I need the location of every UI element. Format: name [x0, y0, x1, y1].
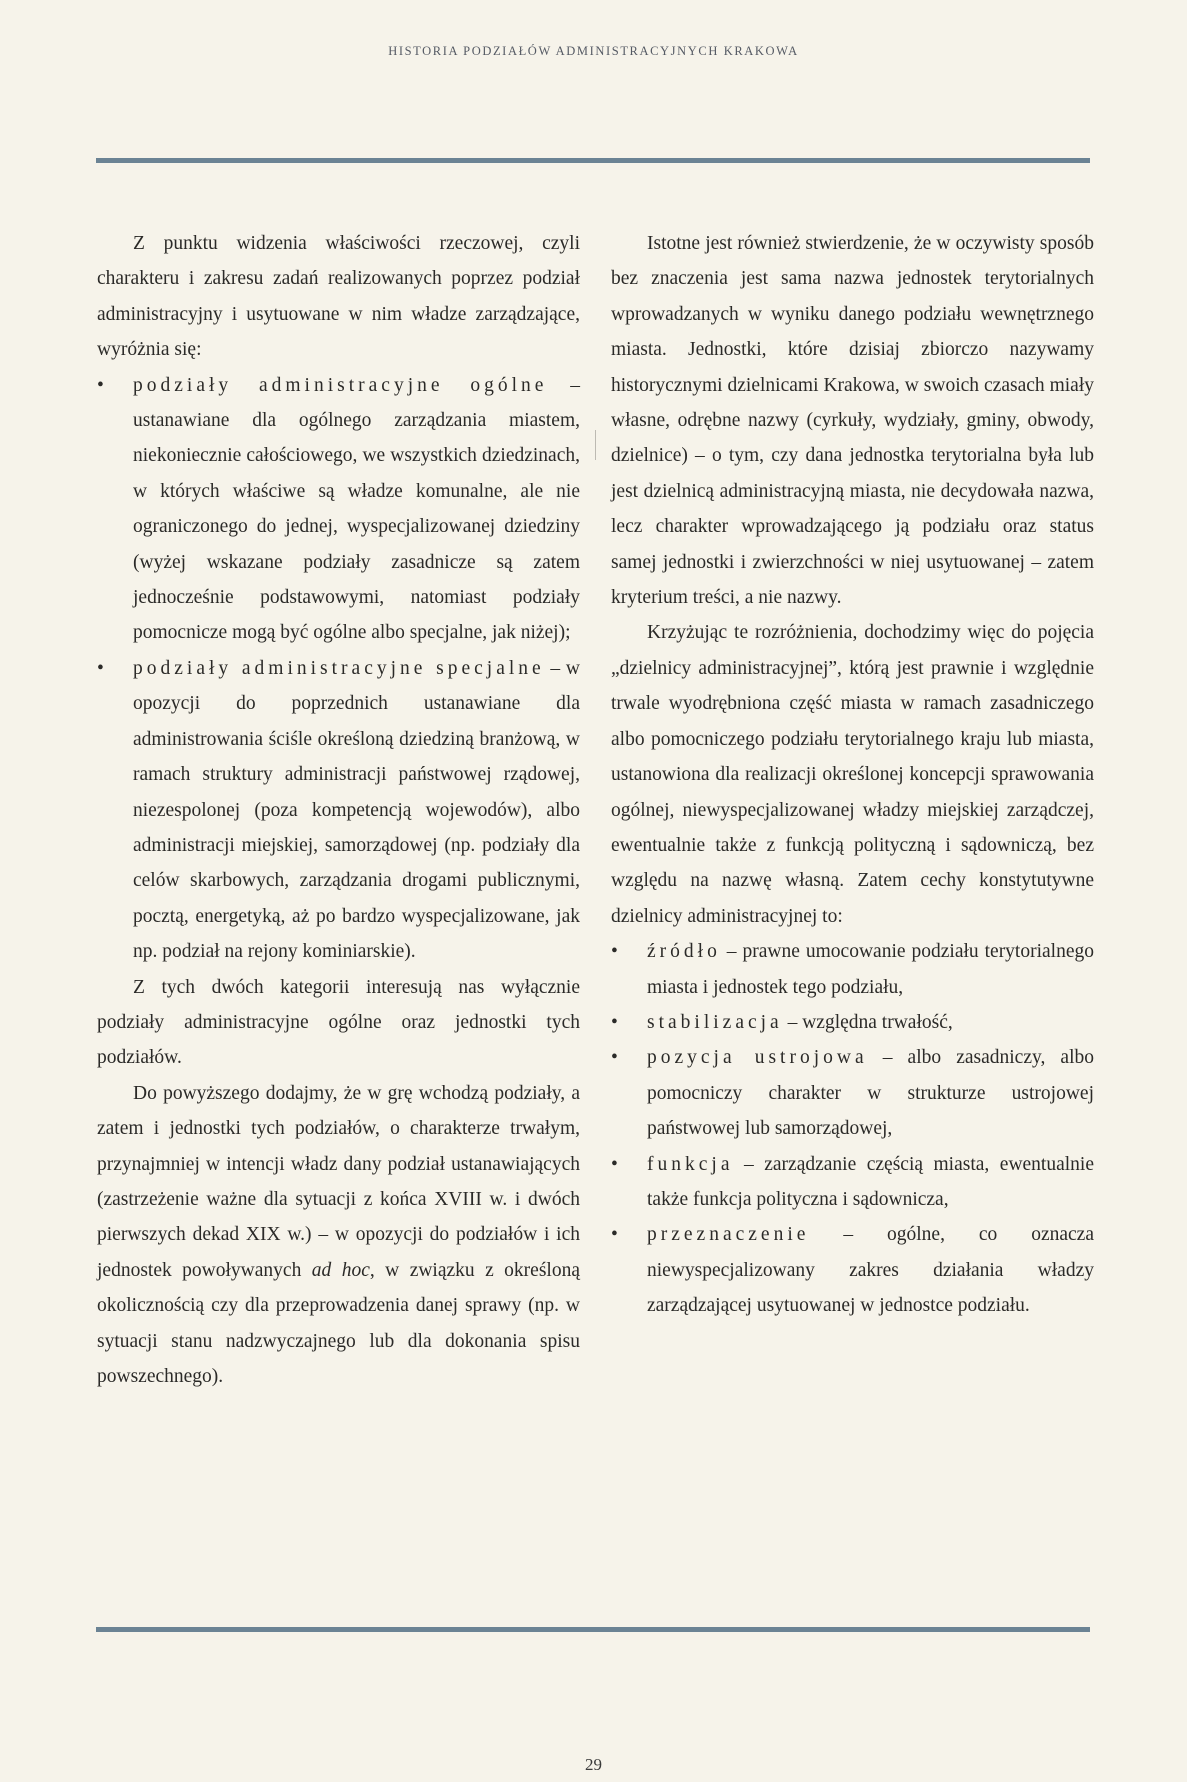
bullet-icon: •	[611, 1224, 618, 1246]
text-span: Do powyższego dodajmy, że w grę wchodzą podziały, a zatem i jednostki tych podziałów, o charakterze trwałym, przynajmniej w intencji władz dany podział ustanawiających (zastrzeżenie ważne dla sytuacji z końca XVIII w. i dwóch pierwszych dekad XIX w.) – w opozycji do podziałów i ich jednostek powoływanych	[97, 1082, 580, 1281]
text-span: , w związku z określoną okolicznością czy dla przeprowadzenia danej sprawy (np. w sytuacji stanu nadzwyczajnego lub dla dokonania spisu powszechnego).	[97, 1259, 580, 1387]
feature-text: – prawne umocowanie podziału terytorialnego miasta i jednostek tego podziału,	[647, 941, 1094, 998]
feature-text: – względna trwałość,	[782, 1011, 953, 1033]
running-title: HISTORIA PODZIAŁÓW ADMINISTRACYJNYCH KRAKOWA	[388, 44, 799, 58]
column-divider-mark	[595, 430, 596, 460]
page-number: 29	[585, 1755, 602, 1774]
list-item	[611, 1147, 1094, 1218]
list-item-general-divisions	[97, 368, 580, 651]
category-list	[97, 368, 580, 970]
paragraph: Z tych dwóch kategorii interesują nas wyłącznie podziały administracyjne ogólne oraz jednostki tych podziałów.	[97, 976, 580, 1069]
paragraph: Istotne jest również stwierdzenie, że w oczywisty sposób bez znaczenia jest sama nazwa jednostek terytorialnych wprowadzanych w wyniku danego podziału wewnętrznego miasta. Jednostki, które dzisiaj zbiorczo nazywamy historycznymi dzielnicami Krakowa, w swoich czasach miały własne, odrębne nazwy (cyrkuły, wydziały, gminy, obwody, dzielnice) – o tym, czy dana jednostka terytorialna była lub jest dzielnicą administracyjną miasta, nie decydowała nazwa, lecz charakter wprowadzającego ją podziału oraz status samej jednostki i zwierzchności w niej usytuowanej – zatem kryterium treści, a nie nazwy.	[611, 233, 1094, 609]
term-special-text: – w opozycji do poprzednich ustanawiane dla administrowania ściśle określoną dziedziną branżową, w ramach struktury administracji państwowej rządowej, niezespolonej (poza kompetencją wojewodów), albo administracji miejskiej, samorządowej (np. podziały dla celów skarbowych, zarządzania drogami publicznymi, pocztą, energetyką, aż po bardzo wyspecjalizowane, jak np. podział na rejony kominiarskie).	[133, 657, 580, 963]
list-item	[611, 1040, 1094, 1146]
right-column	[611, 226, 1094, 1324]
list-item	[611, 1217, 1094, 1323]
list-item-special-divisions	[97, 651, 580, 970]
term-general: podziały administracyjne ogólne	[133, 374, 548, 396]
feature-term: źródło	[647, 941, 721, 963]
feature-term: stabilizacja	[647, 1011, 783, 1033]
bullet-icon: •	[611, 1153, 618, 1175]
paragraph	[97, 1076, 580, 1395]
feature-text: – albo zasadniczy, albo pomocniczy charakter w strukturze ustrojowej państwowej lub samorządowej,	[647, 1047, 1094, 1140]
intro-paragraph: Z punktu widzenia właściwości rzeczowej, czyli charakteru i zakresu zadań realizowanych poprzez podział administracyjny i usytuowane w nim władze zarządzające, wyróżnia się:	[97, 233, 580, 361]
term-special: podziały administracyjne specjalne	[133, 657, 545, 679]
bullet-icon: •	[611, 1047, 618, 1069]
paragraph: Krzyżując te rozróżnienia, dochodzimy więc do pojęcia „dzielnicy administracyjnej”, którą jest prawnie i względnie trwale wyodrębniona część miasta w ramach zasadniczego albo pomocniczego podziału terytorialnego kraju lub miasta, ustanowiona dla realizacji określonej koncepcji sprawowania ogólnej, niewyspecjalizowanej władzy miejskiej zarządczej, ewentualnie także z funkcją polityczną i sądowniczą, bez względu na nazwę własną. Zatem cechy konstytutywne dzielnicy administracyjnej to:	[611, 622, 1094, 927]
list-item	[611, 934, 1094, 1005]
bullet-icon: •	[97, 657, 104, 679]
term-general-text: – ustanawiane dla ogólnego zarządzania miastem, niekoniecznie całościowego, we wszystkich dziedzinach, w których właściwe są władze komunalne, ale nie ograniczonego do jednej, wyspecjalizowanej dziedziny (wyżej wskazane podziały zasadnicze są zatem jednocześnie podstawowymi, natomiast podziały pomocnicze mogą być ogólne albo specjalne, jak niżej);	[133, 374, 580, 644]
bottom-rule	[96, 1627, 1090, 1632]
left-column	[97, 226, 580, 1394]
bullet-icon: •	[611, 1011, 618, 1033]
feature-text: – ogólne, co oznacza niewyspecjalizowany zakres działania władzy zarządzającej usytuowanej w jednostce podziału.	[647, 1224, 1094, 1317]
feature-term: funkcja	[647, 1153, 734, 1175]
feature-text: – zarządzanie częścią miasta, ewentualnie także funkcja polityczna i sądownicza,	[647, 1153, 1094, 1210]
list-item	[611, 1005, 1094, 1040]
bullet-icon: •	[611, 941, 618, 963]
bullet-icon: •	[97, 374, 104, 396]
top-rule	[96, 158, 1090, 163]
italic-term: ad hoc	[311, 1259, 370, 1281]
feature-term: przeznaczenie	[647, 1224, 810, 1246]
feature-term: pozycja ustrojowa	[647, 1047, 868, 1069]
features-list	[611, 934, 1094, 1323]
